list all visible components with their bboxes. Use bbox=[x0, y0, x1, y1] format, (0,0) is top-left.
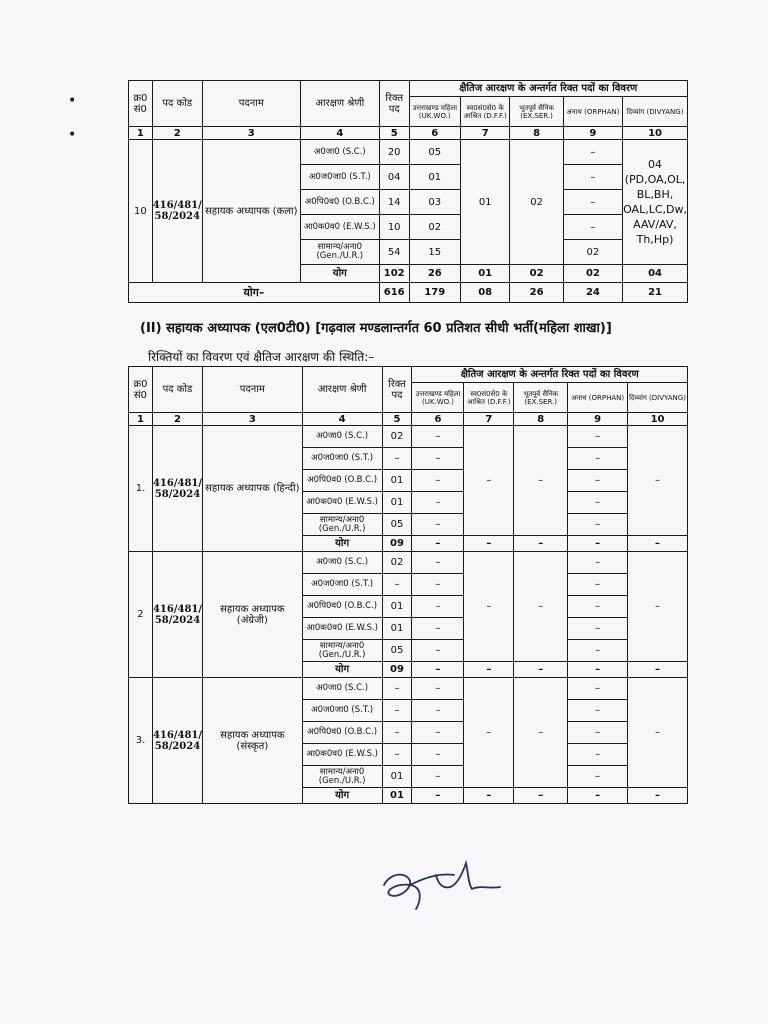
table-row: आ0क0व0 (E.W.S.) 10 02 – bbox=[129, 215, 688, 240]
total-label: योग bbox=[302, 662, 382, 678]
divyang-cell: – bbox=[628, 678, 688, 788]
header-reservation-category: आरक्षण श्रेणी bbox=[302, 367, 382, 413]
total-row: योग 09 – – – – – bbox=[129, 662, 688, 678]
table-row: सामान्य/अना0 (Gen./U.R.) 54 15 02 bbox=[129, 240, 688, 265]
header-dff: स्व0सं0से0 के आश्रित (D.F.F.) bbox=[460, 97, 509, 127]
header-serial: क्र0 सं0 bbox=[129, 81, 153, 127]
category-obc: अ0पि0व0 (O.B.C.) bbox=[302, 596, 382, 618]
section-title: (II) सहायक अध्यापक (एल0टी0) [गढ़वाल मण्डलान्तर्गत 60 प्रतिशत सीधी भर्ती(महिला शाखा)] bbox=[140, 321, 612, 336]
category-st: अ0ज0जा0 (S.T.) bbox=[302, 574, 382, 596]
exser-cell: – bbox=[514, 552, 568, 662]
orphan-cell: – bbox=[568, 744, 628, 766]
table-row: अ0ज0जा0 (S.T.) 04 01 – bbox=[129, 165, 688, 190]
serial-cell: 2 bbox=[129, 552, 153, 678]
post-code-cell: 416/481/ 58/2024 bbox=[152, 426, 202, 552]
category-obc: अ0पि0व0 (O.B.C.) bbox=[302, 470, 382, 492]
orphan-cell: – bbox=[568, 552, 628, 574]
category-obc: अ0पि0व0 (O.B.C.) bbox=[302, 722, 382, 744]
vacant-cell: – bbox=[382, 722, 412, 744]
divyang-cell: 04 (PD,OA,OL, BL,BH, OAL,LC,Dw, AAV/AV, Th,Hp) bbox=[623, 140, 688, 265]
header-horizontal-title: क्षैतिज आरक्षण के अन्तर्गत रिक्त पदों का विवरण bbox=[409, 81, 687, 97]
header-post-name: पदनाम bbox=[202, 81, 300, 127]
ukwo-cell: – bbox=[412, 744, 464, 766]
ukwo-cell: – bbox=[412, 552, 464, 574]
column-number-row: 1 2 3 4 5 6 7 8 9 10 bbox=[129, 127, 688, 140]
section-subtitle: रिक्तियों का विवरण एवं क्षैतिज आरक्षण की स्थिति:– bbox=[148, 350, 375, 364]
total-row: योग 01 – – – – – bbox=[129, 788, 688, 804]
exser-cell: – bbox=[514, 426, 568, 536]
divyang-cell: – bbox=[628, 552, 688, 662]
category-sc: अ0जा0 (S.C.) bbox=[302, 552, 382, 574]
grand-total-row: योग– 616 179 08 26 24 21 bbox=[129, 283, 688, 303]
orphan-cell: – bbox=[568, 618, 628, 640]
post-code-cell: 416/481/ 58/2024 bbox=[152, 552, 202, 678]
orphan-cell: – bbox=[568, 766, 628, 788]
category-gen: सामान्य/अना0 (Gen./U.R.) bbox=[300, 240, 379, 265]
serial-cell: 3. bbox=[129, 678, 153, 804]
vacant-cell: 02 bbox=[382, 426, 412, 448]
post-name-cell: सहायक अध्यापक (कला) bbox=[202, 140, 300, 283]
vacant-cell: – bbox=[382, 448, 412, 470]
ukwo-cell: – bbox=[412, 766, 464, 788]
exser-cell: 02 bbox=[510, 140, 563, 265]
margin-marks: • • bbox=[68, 93, 77, 143]
post-code-cell: 416/481/ 58/2024 bbox=[152, 140, 202, 283]
vacant-cell: – bbox=[382, 744, 412, 766]
post-code-cell: 416/481/ 58/2024 bbox=[152, 678, 202, 804]
serial-cell: 10 bbox=[129, 140, 153, 283]
ukwo-cell: – bbox=[412, 574, 464, 596]
orphan-cell: – bbox=[568, 492, 628, 514]
vacant-cell: – bbox=[382, 574, 412, 596]
vacant-cell: 05 bbox=[382, 640, 412, 662]
orphan-cell: – bbox=[568, 722, 628, 744]
category-sc: अ0जा0 (S.C.) bbox=[302, 678, 382, 700]
post-name-cell: सहायक अध्यापक (हिन्दी) bbox=[203, 426, 303, 552]
orphan-cell: – bbox=[568, 514, 628, 536]
ukwo-cell: – bbox=[412, 470, 464, 492]
grand-total-label: योग– bbox=[129, 283, 380, 303]
vacant-cell: 01 bbox=[382, 596, 412, 618]
category-ews: आ0क0व0 (E.W.S.) bbox=[302, 492, 382, 514]
header-post-code: पद कोड bbox=[152, 367, 202, 413]
vacancy-table-2 bbox=[128, 366, 688, 804]
table-row: अ0पि0व0 (O.B.C.) 14 03 – bbox=[129, 190, 688, 215]
ukwo-cell: – bbox=[412, 678, 464, 700]
post-name-cell: सहायक अध्यापक (अंग्रेजी) bbox=[203, 552, 303, 678]
header-dff: स्व0सं0से0 के आश्रित (D.F.F.) bbox=[464, 383, 514, 413]
category-obc: अ0पि0व0 (O.B.C.) bbox=[300, 190, 379, 215]
orphan-cell: – bbox=[568, 470, 628, 492]
orphan-cell: – bbox=[568, 700, 628, 722]
ukwo-cell: – bbox=[412, 722, 464, 744]
total-row: योग 102 26 01 02 02 04 bbox=[129, 265, 688, 283]
header-divyang: दिव्यांग (DIVYANG) bbox=[623, 97, 688, 127]
header-uk-women: उत्तराखण्ड महिला (UK.WO.) bbox=[412, 383, 464, 413]
header-vacant-posts: रिक्त पद bbox=[382, 367, 412, 413]
header-divyang: दिव्यांग (DIVYANG) bbox=[628, 383, 688, 413]
total-label: योग bbox=[302, 788, 382, 804]
vacant-cell: 01 bbox=[382, 470, 412, 492]
dff-cell: – bbox=[464, 426, 514, 536]
exser-cell: – bbox=[514, 678, 568, 788]
divyang-cell: – bbox=[628, 426, 688, 536]
category-sc: अ0जा0 (S.C.) bbox=[300, 140, 379, 165]
signature bbox=[376, 855, 506, 915]
table-row bbox=[129, 426, 688, 448]
category-ews: आ0क0व0 (E.W.S.) bbox=[302, 618, 382, 640]
ukwo-cell: – bbox=[412, 618, 464, 640]
header-ex-ser: भूतपूर्व सैनिक (EX.SER.) bbox=[510, 97, 563, 127]
orphan-cell: – bbox=[568, 640, 628, 662]
orphan-cell: – bbox=[568, 574, 628, 596]
table-row bbox=[129, 678, 688, 700]
header-uk-women: उत्तराखण्ड महिला (UK.WO.) bbox=[409, 97, 460, 127]
ukwo-cell: – bbox=[412, 700, 464, 722]
category-st: अ0ज0जा0 (S.T.) bbox=[300, 165, 379, 190]
vacant-cell: – bbox=[382, 700, 412, 722]
vacant-cell: 02 bbox=[382, 552, 412, 574]
category-st: अ0ज0जा0 (S.T.) bbox=[302, 700, 382, 722]
header-post-code: पद कोड bbox=[152, 81, 202, 127]
orphan-cell: – bbox=[568, 678, 628, 700]
serial-cell: 1. bbox=[129, 426, 153, 552]
vacant-cell: 01 bbox=[382, 618, 412, 640]
header-ex-ser: भूतपूर्व सैनिक (EX.SER.) bbox=[514, 383, 568, 413]
vacant-cell: 01 bbox=[382, 766, 412, 788]
dff-cell: – bbox=[464, 678, 514, 788]
ukwo-cell: – bbox=[412, 514, 464, 536]
category-gen: सामान्य/अना0 (Gen./U.R.) bbox=[302, 766, 382, 788]
table-row: 10 416/481/ 58/2024 सहायक अध्यापक (कला) अ0जा0 (S.C.) 20 05 01 02 – 04 (PD,OA,OL, BL,BH, OAL,LC,Dw, AAV/AV, Th,Hp) bbox=[129, 140, 688, 165]
column-number-row: 1 2 3 4 5 6 7 8 9 10 bbox=[129, 413, 688, 426]
ukwo-cell: – bbox=[412, 426, 464, 448]
total-label: योग bbox=[300, 265, 379, 283]
header-horizontal-title: क्षैतिज आरक्षण के अन्तर्गत रिक्त पदों का विवरण bbox=[412, 367, 688, 383]
header-orphan: अनाथ (ORPHAN) bbox=[568, 383, 628, 413]
orphan-cell: – bbox=[568, 596, 628, 618]
category-ews: आ0क0व0 (E.W.S.) bbox=[300, 215, 379, 240]
header-orphan: अनाथ (ORPHAN) bbox=[563, 97, 622, 127]
vacant-cell: – bbox=[382, 678, 412, 700]
category-sc: अ0जा0 (S.C.) bbox=[302, 426, 382, 448]
header-post-name: पदनाम bbox=[203, 367, 303, 413]
vacant-cell: 01 bbox=[382, 492, 412, 514]
category-ews: आ0क0व0 (E.W.S.) bbox=[302, 744, 382, 766]
header-reservation-category: आरक्षण श्रेणी bbox=[300, 81, 379, 127]
header-serial: क्र0 सं0 bbox=[129, 367, 153, 413]
dff-cell: 01 bbox=[460, 140, 509, 265]
ukwo-cell: – bbox=[412, 492, 464, 514]
category-gen: सामान्य/अना0 (Gen./U.R.) bbox=[302, 514, 382, 536]
table-row bbox=[129, 552, 688, 574]
orphan-cell: – bbox=[568, 426, 628, 448]
header-vacant-posts: रिक्त पद bbox=[379, 81, 409, 127]
orphan-cell: – bbox=[568, 448, 628, 470]
category-gen: सामान्य/अना0 (Gen./U.R.) bbox=[302, 640, 382, 662]
dff-cell: – bbox=[464, 552, 514, 662]
ukwo-cell: – bbox=[412, 640, 464, 662]
vacancy-table-1 bbox=[128, 80, 688, 303]
ukwo-cell: – bbox=[412, 448, 464, 470]
category-st: अ0ज0जा0 (S.T.) bbox=[302, 448, 382, 470]
total-row: योग 09 – – – – – bbox=[129, 536, 688, 552]
post-name-cell: सहायक अध्यापक (संस्कृत) bbox=[203, 678, 303, 804]
ukwo-cell: – bbox=[412, 596, 464, 618]
vacant-cell: 05 bbox=[382, 514, 412, 536]
total-label: योग bbox=[302, 536, 382, 552]
